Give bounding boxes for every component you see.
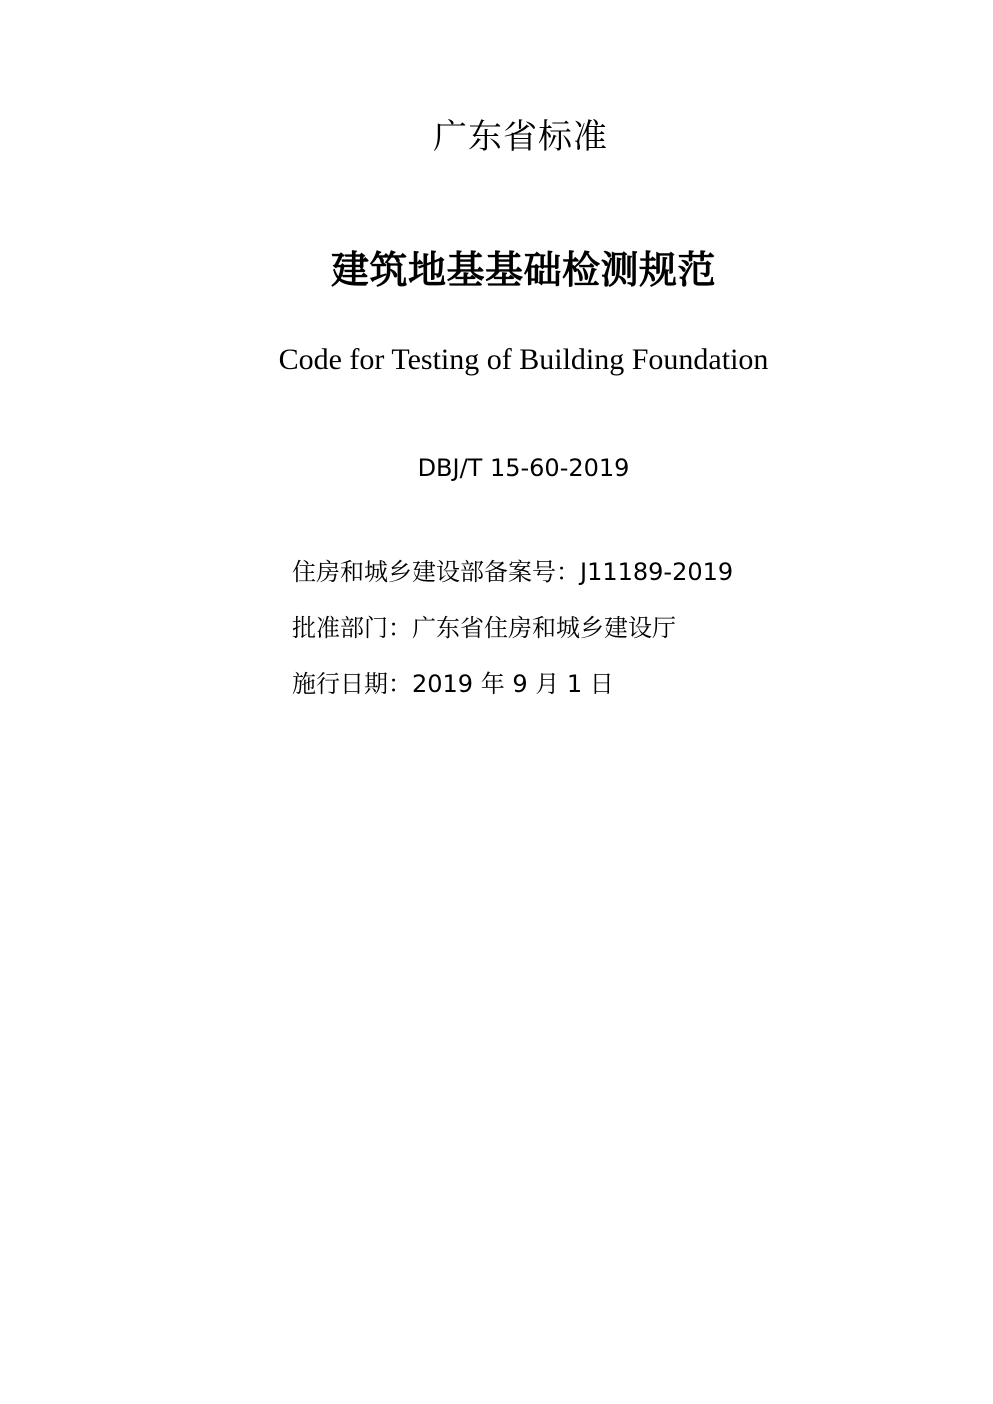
effective-date-line: 施行日期：2019 年 9 月 1 日 bbox=[292, 670, 614, 698]
issuer-heading: 广东省标准 bbox=[433, 117, 608, 157]
document-title-chinese: 建筑地基基础检测规范 bbox=[330, 248, 716, 292]
approval-department-line: 批准部门：广东省住房和城乡建设厅 bbox=[292, 614, 676, 642]
standard-code: DBJ/T 15-60-2019 bbox=[417, 454, 630, 482]
record-number-line: 住房和城乡建设部备案号：J11189-2019 bbox=[292, 558, 734, 586]
document-title-english: Code for Testing of Building Foundation bbox=[278, 343, 769, 376]
